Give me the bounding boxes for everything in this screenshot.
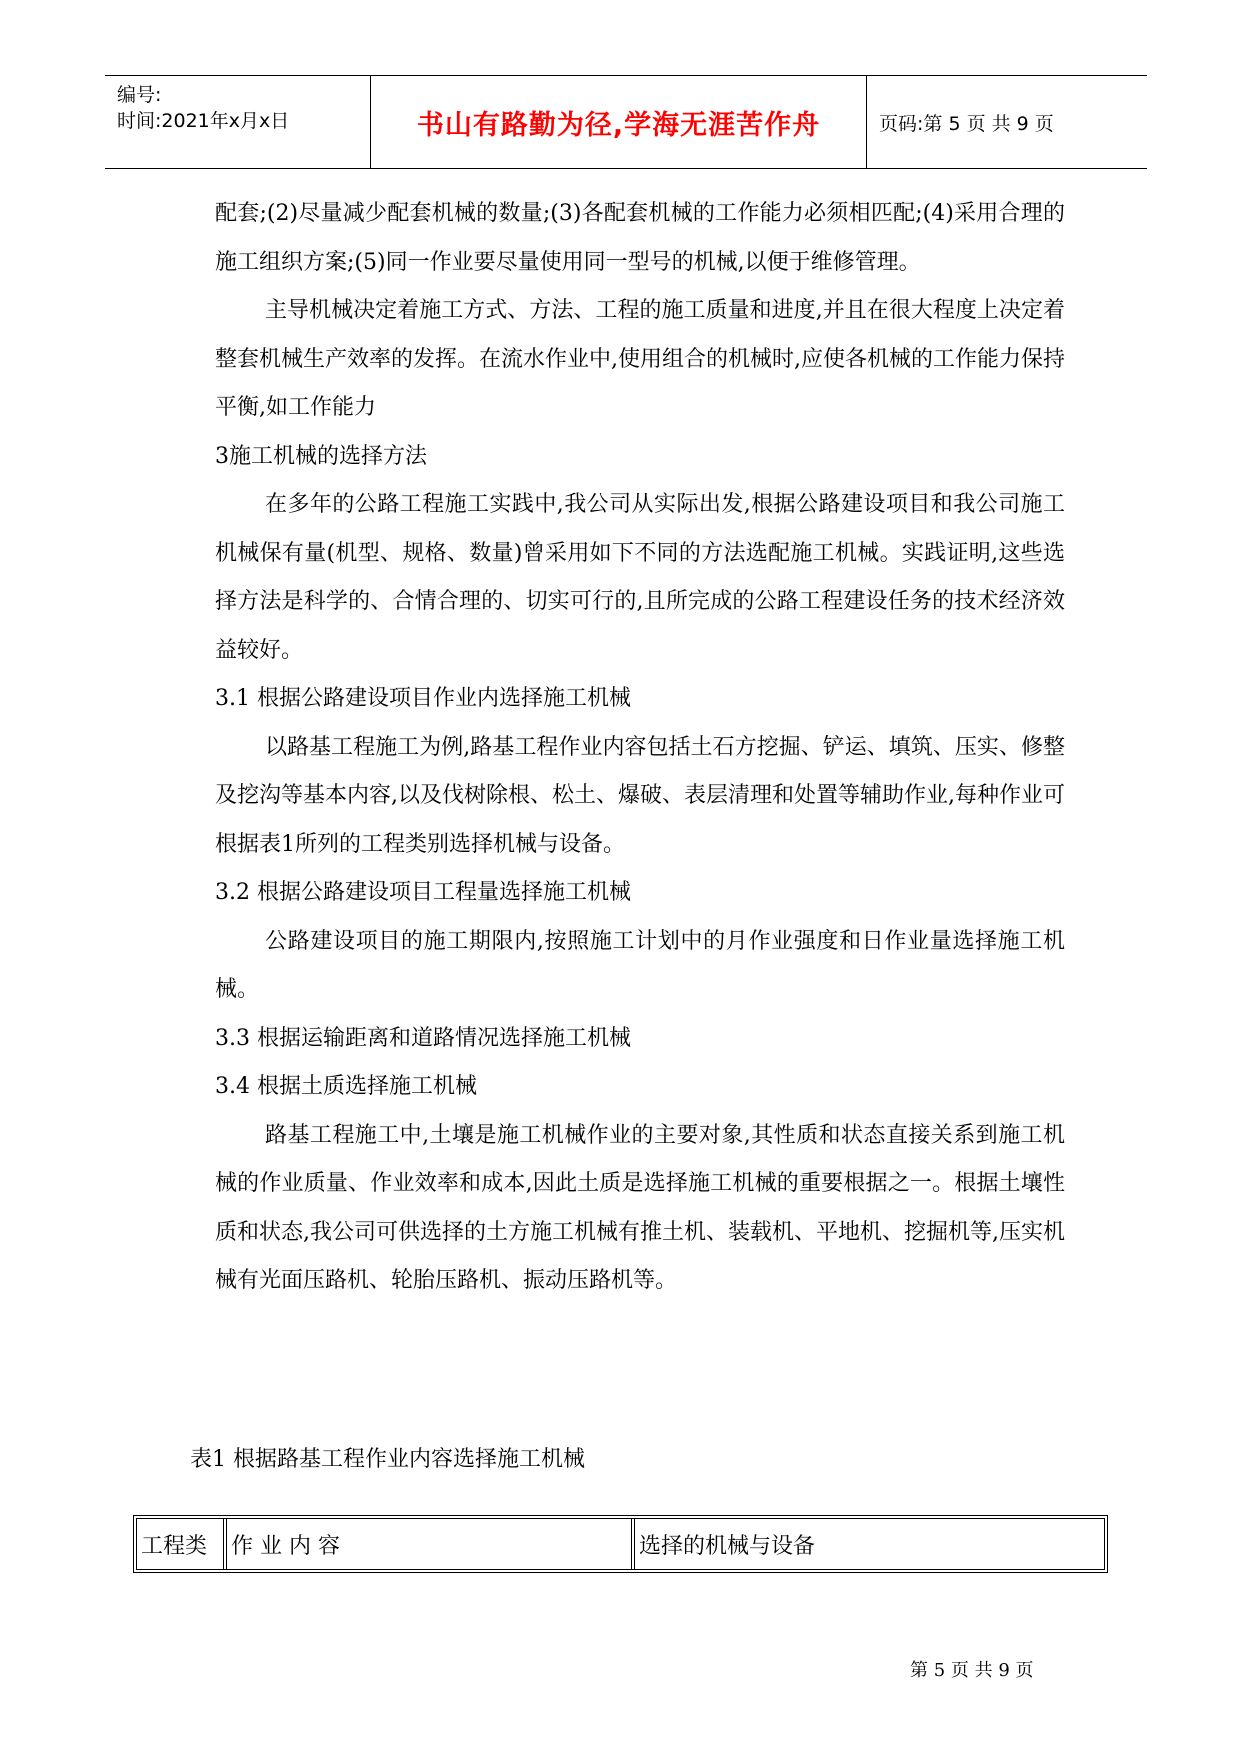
- body-paragraph: 主导机械决定着施工方式、方法、工程的施工质量和进度,并且在很大程度上决定着整套机械生产效率的发挥。在流水作业中,使用组合的机械时,应使各机械的工作能力保持平衡,如工作能力: [215, 298, 1065, 420]
- serial-label: 编号:: [117, 84, 162, 106]
- page-header: [105, 75, 1147, 169]
- table-caption: 表1 根据路基工程作业内容选择施工机械: [190, 1447, 585, 1472]
- header-page-info-cell: [867, 76, 1147, 168]
- body-paragraph: 3.1 根据公路建设项目作业内选择施工机械: [215, 686, 631, 711]
- body-paragraph: 在多年的公路工程施工实践中,我公司从实际出发,根据公路建设项目和我公司施工机械保有量(机型、规格、数量)曾采用如下不同的方法选配施工机械。实践证明,这些选择方法是科学的、合情合理的、切实可行的,且所完成的公路工程建设任务的技术经济效益较好。: [215, 492, 1065, 663]
- page-info: 页码:第 5 页 共 9 页: [879, 112, 1054, 135]
- table-header-category: 工程类: [137, 1519, 227, 1569]
- body-paragraph: 3施工机械的选择方法: [215, 443, 427, 469]
- table-header-tasks: 作 业 内 容: [227, 1519, 635, 1569]
- body-paragraph: 3.3 根据运输距离和道路情况选择施工机械: [215, 1025, 631, 1051]
- body-paragraph: 路基工程施工中,土壤是施工机械作业的主要对象,其性质和状态直接关系到施工机械的作业质量、作业效率和成本,因此土质是选择施工机械的重要根据之一。根据土壤性质和状态,我公司可供选择的土方施工机械有推土机、装载机、平地机、挖掘机等,压实机械有光面压路机、轮胎压路机、振动压路机等。: [215, 1122, 1065, 1293]
- header-motto-cell: [371, 76, 867, 168]
- body-paragraph: 以路基工程施工为例,路基工程作业内容包括土石方挖掘、铲运、填筑、压实、修整及挖沟等基本内容,以及伐树除根、松土、爆破、表层清理和处置等辅助作业,每种作业可根据表1所列的工程类别选择机械与设备。: [215, 734, 1065, 857]
- body-paragraph: 配套;(2)尽量减少配套机械的数量;(3)各配套机械的工作能力必须相匹配;(4)采用合理的施工组织方案;(5)同一作业要尽量使用同一型号的机械,以便于维修管理。: [215, 201, 1065, 275]
- document-body: [215, 190, 1065, 1306]
- time-label: 时间:2021年x月x日: [117, 110, 290, 132]
- motto: 书山有路勤为径,学海无涯苦作舟: [416, 109, 821, 141]
- header-meta: [105, 76, 371, 168]
- machinery-table: [133, 1515, 1108, 1573]
- page-footer: 第 5 页 共 9 页: [910, 1660, 1034, 1681]
- body-paragraph: 3.2 根据公路建设项目工程量选择施工机械: [215, 880, 631, 905]
- body-paragraph: 公路建设项目的施工期限内,按照施工计划中的月作业强度和日作业量选择施工机械。: [215, 928, 1065, 1002]
- body-paragraph: 3.4 根据土质选择施工机械: [215, 1074, 477, 1099]
- table-header-equipment: 选择的机械与设备: [639, 1534, 816, 1559]
